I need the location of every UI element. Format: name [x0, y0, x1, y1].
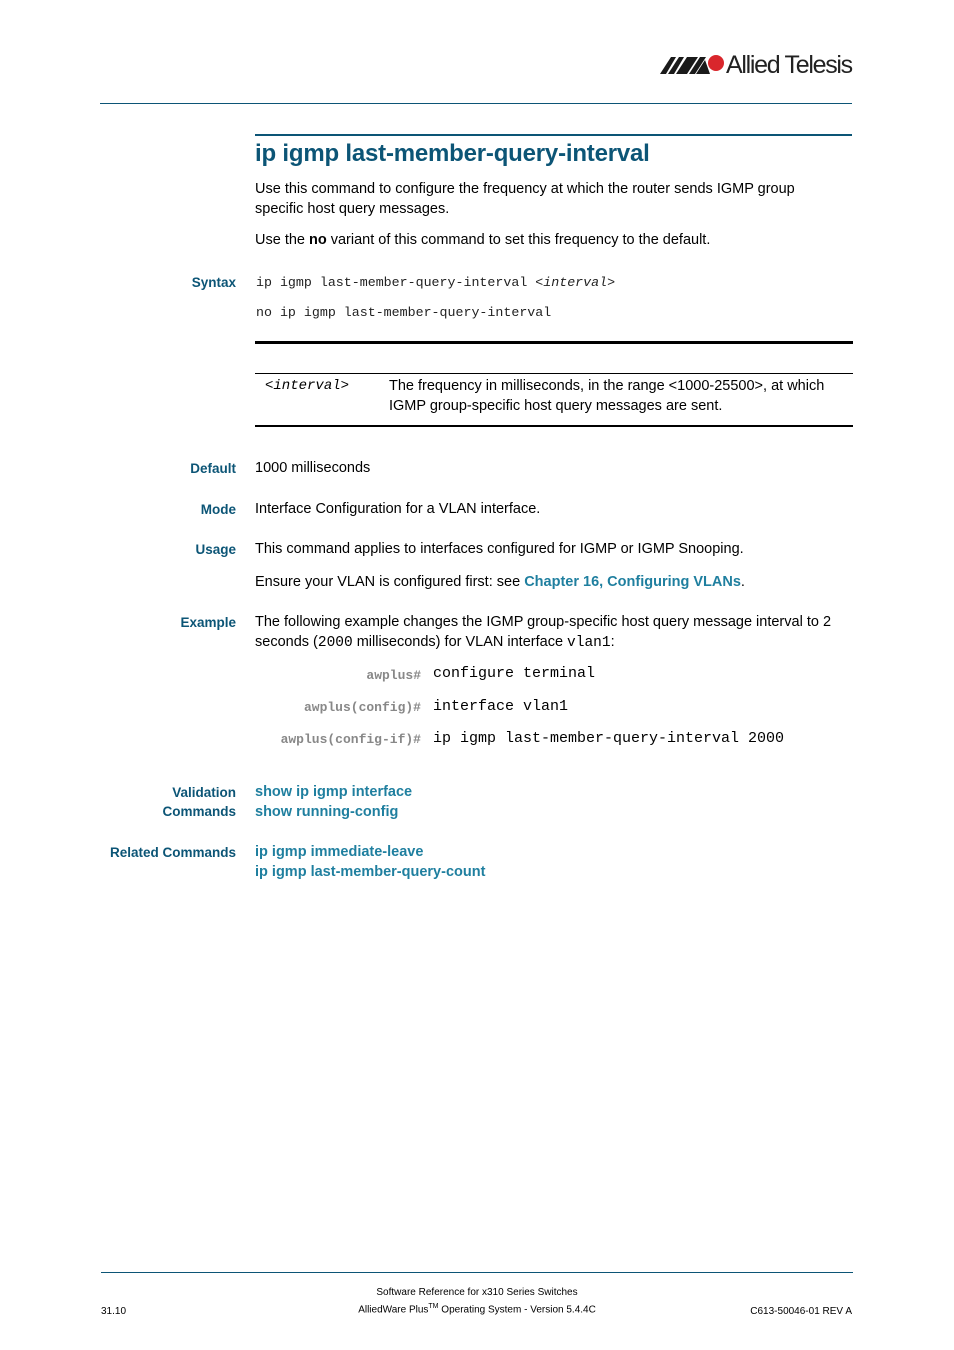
allied-telesis-logo	[660, 50, 854, 80]
footer-title: Software Reference for x310 Series Switches	[376, 1287, 578, 1298]
logo-mark-icon	[660, 53, 724, 75]
example-prompt: awplus(config)#	[303, 700, 421, 715]
param-description: The frequency in milliseconds, in the range <1000-25500>, at which IGMP group-specific host query messages are sent.	[389, 378, 825, 414]
param-table-bottom-rule	[255, 425, 853, 427]
related-links	[255, 843, 485, 882]
usage-see-text: Ensure your VLAN is configured first: see	[255, 574, 525, 590]
param-table-top-rule	[255, 341, 853, 344]
usage-see-paragraph	[255, 573, 745, 593]
syntax-param: interval	[543, 275, 608, 290]
no-keyword: no	[309, 232, 327, 248]
header-divider	[100, 103, 852, 104]
footer-divider	[101, 1272, 853, 1273]
example-text: The following example changes the IGMP group-specific host query message interval to 2 seconds (	[255, 614, 832, 650]
validation-label-line: Commands	[162, 803, 236, 819]
syntax-label: Syntax	[191, 275, 236, 290]
mode-label: Mode	[200, 502, 236, 517]
title-divider	[255, 134, 852, 136]
validation-label-line: Validation	[172, 785, 236, 800]
param-name: interval	[273, 378, 341, 394]
footer-trademark: TM	[428, 1303, 439, 1310]
ip-igmp-last-member-query-count-link[interactable]: ip igmp last-member-query-count	[255, 863, 486, 880]
intro-paragraph: Use this command to configure the frequency at which the router sends IGMP group specific host query messages.	[255, 181, 795, 217]
example-interface: vlan1	[567, 634, 611, 651]
logo-text: Allied Telesis	[726, 51, 852, 79]
usage-label: Usage	[195, 542, 236, 557]
param-bracket: >	[340, 378, 350, 394]
related-commands-label: Related Commands	[109, 845, 236, 860]
example-text: milliseconds) for VLAN interface	[352, 633, 568, 650]
syntax-line-2: no ip igmp last-member-query-interval	[256, 305, 552, 320]
param-name-cell	[265, 378, 349, 394]
page-title: ip igmp last-member-query-interval	[255, 140, 650, 167]
param-table-header-rule	[255, 373, 853, 374]
example-colon: :	[610, 633, 615, 650]
footer-doc-code: C613-50046-01 REV A	[750, 1306, 852, 1317]
syntax-command: ip igmp last-member-query-interval <	[256, 275, 544, 290]
ip-igmp-immediate-leave-link[interactable]: ip igmp immediate-leave	[255, 844, 424, 860]
example-prompt: awplus(config-if)#	[280, 732, 421, 747]
footer-product: AlliedWare Plus	[358, 1304, 429, 1316]
mode-value: Interface Configuration for a VLAN interface.	[255, 501, 541, 517]
param-bracket: <	[265, 378, 274, 394]
show-running-config-link[interactable]: show running-config	[255, 803, 399, 820]
no-variant-text: Use the	[255, 232, 309, 248]
usage-see-period: .	[740, 574, 745, 590]
syntax-bracket: >	[607, 275, 616, 290]
example-label: Example	[180, 615, 236, 630]
example-command: ip igmp last-member-query-interval 2000	[433, 730, 785, 747]
syntax-line-1	[256, 275, 615, 290]
example-command: configure terminal	[433, 665, 596, 682]
usage-text: This command applies to interfaces configured for IGMP or IGMP Snooping.	[255, 541, 744, 557]
example-prompt: awplus#	[366, 668, 421, 683]
chapter-16-link[interactable]: Chapter 16, Configuring VLANs	[524, 574, 741, 590]
no-variant-paragraph	[255, 231, 845, 251]
footer-version: Operating System - Version 5.4.4C	[438, 1304, 596, 1316]
default-label: Default	[190, 461, 236, 476]
footer-page-number: 31.10	[101, 1306, 127, 1317]
show-ip-igmp-interface-link[interactable]: show ip igmp interface	[255, 784, 413, 800]
no-variant-text-rest: variant of this command to set this frequency to the default.	[326, 232, 711, 248]
default-value: 1000 milliseconds	[255, 460, 371, 476]
validation-links	[255, 783, 412, 822]
example-value: 2000	[317, 634, 353, 651]
example-command: interface vlan1	[433, 698, 569, 715]
validation-commands-label	[162, 784, 236, 821]
example-description	[255, 613, 853, 653]
